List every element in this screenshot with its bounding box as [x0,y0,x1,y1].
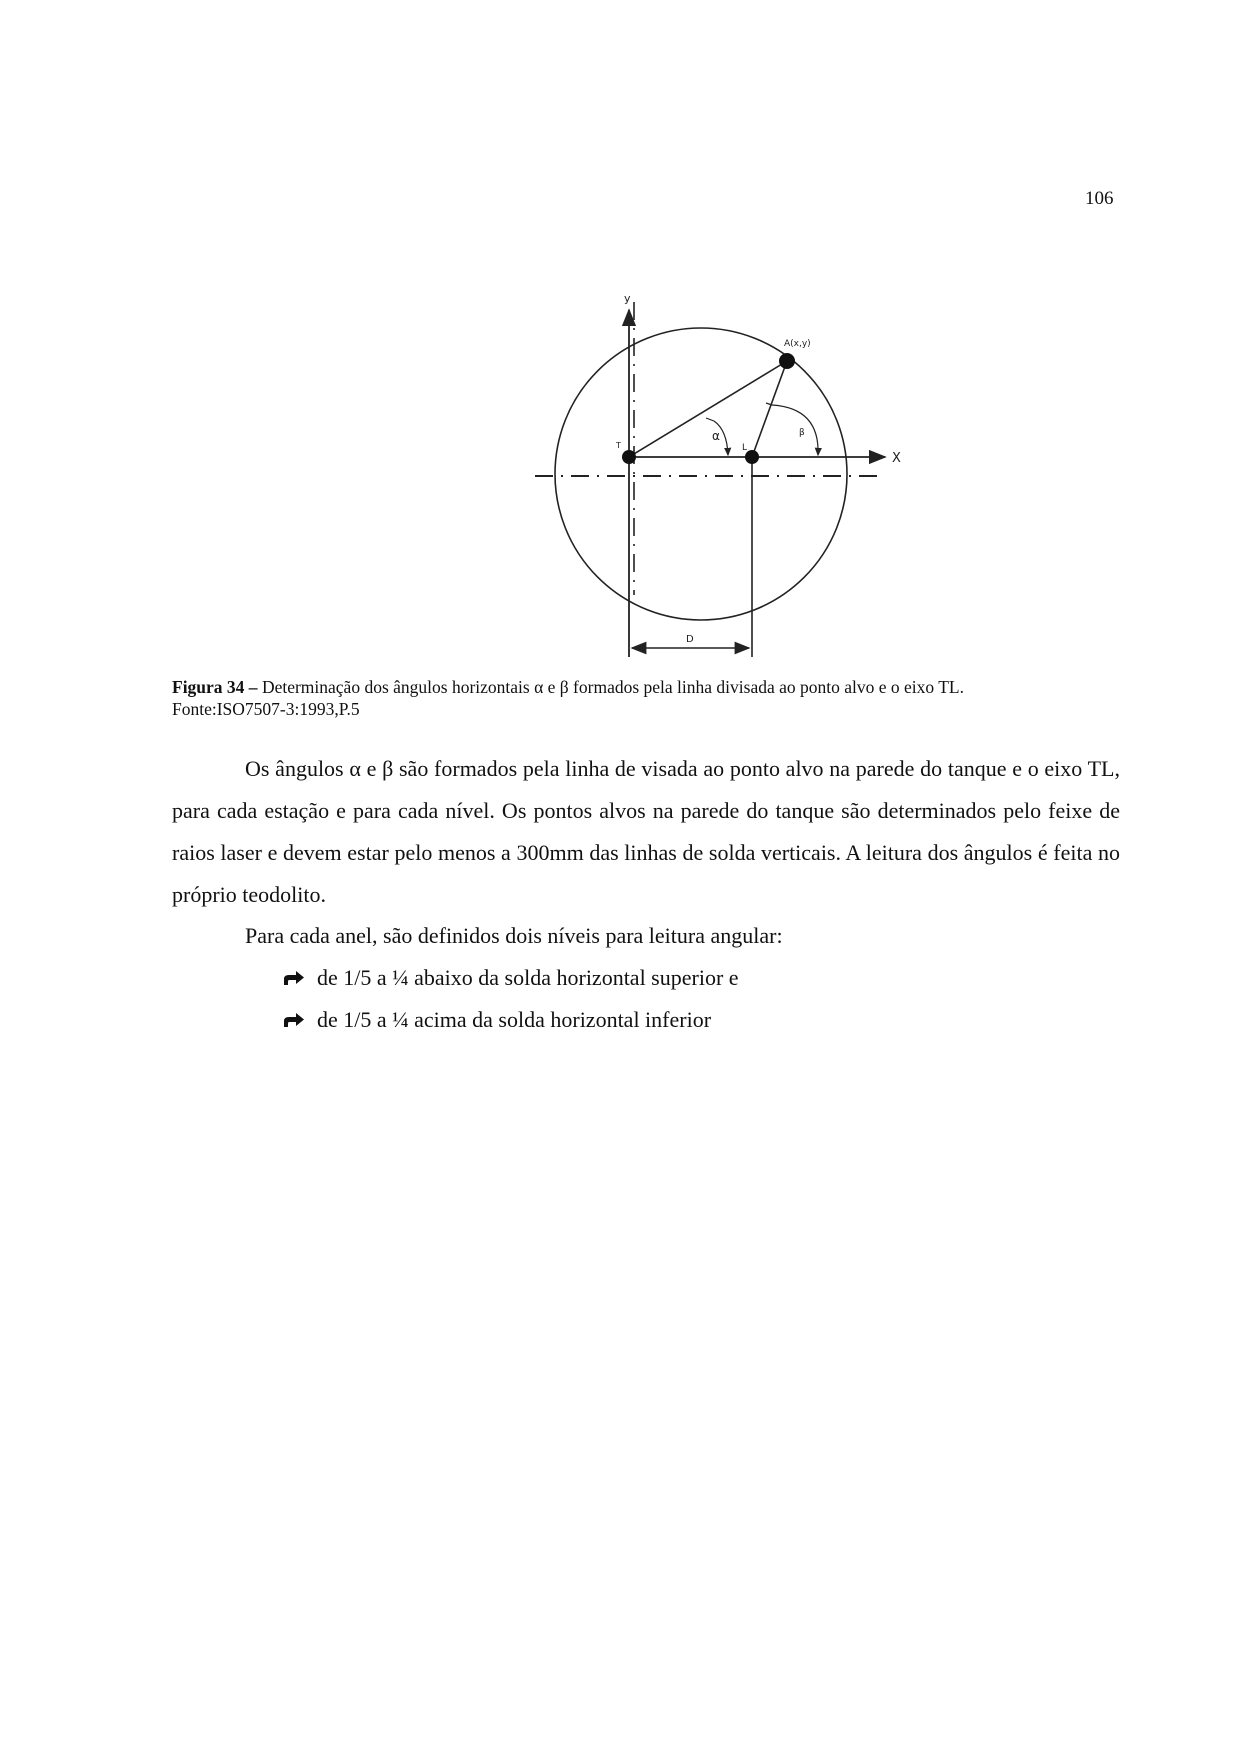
arrow-right-icon [283,1012,305,1028]
point-t-label: T [616,441,621,450]
figure-diagram [520,290,920,670]
body-paragraph-1: Os ângulos α e β são formados pela linha de visada ao ponto alvo na parede do tanque e o eixo TL, para cada estação e para cada nível. Os pontos alvos na parede do tanque são determinados pelo feixe de raios laser e devem estar pelo menos a 300mm das linhas de solda verticais. A leitura dos ângulos é feita no próprio teodolito. [172,756,1120,907]
point-t [622,450,636,464]
bullet-list [283,957,739,1041]
arrow-right-icon [283,970,305,986]
body-paragraph-2: Para cada anel, são definidos dois níveis para leitura angular: [245,923,783,948]
beta-arc [772,405,818,455]
page-number: 106 [1085,188,1114,209]
bullet-text: de 1/5 a ¼ acima da solda horizontal inferior [317,1007,712,1032]
bullet-text: de 1/5 a ¼ abaixo da solda horizontal superior e [317,965,739,990]
x-axis-label: X [892,451,901,466]
bullet-item [283,957,739,999]
bullet-item [283,999,739,1041]
figure-caption [172,676,1132,720]
angle-beta-label: β [799,428,805,438]
caption-label: Figura 34 – [172,677,258,697]
tank-circle [555,328,847,620]
sight-line-t [629,361,787,457]
dimension-label: D [686,634,694,645]
angle-alpha-label: α [712,429,720,443]
point-a-label: A(x,y) [784,339,811,349]
sight-line-l [752,361,787,457]
point-l-label: L [742,443,748,453]
y-axis-label: y [624,292,631,305]
tank-angle-diagram [520,290,920,670]
caption-text: Determinação dos ângulos horizontais α e β formados pela linha divisada ao ponto alvo e o eixo TL. [257,677,964,697]
point-a [779,353,795,369]
caption-line [172,676,1132,698]
point-l [745,450,759,464]
caption-source: Fonte:ISO7507-3:1993,P.5 [172,699,360,719]
